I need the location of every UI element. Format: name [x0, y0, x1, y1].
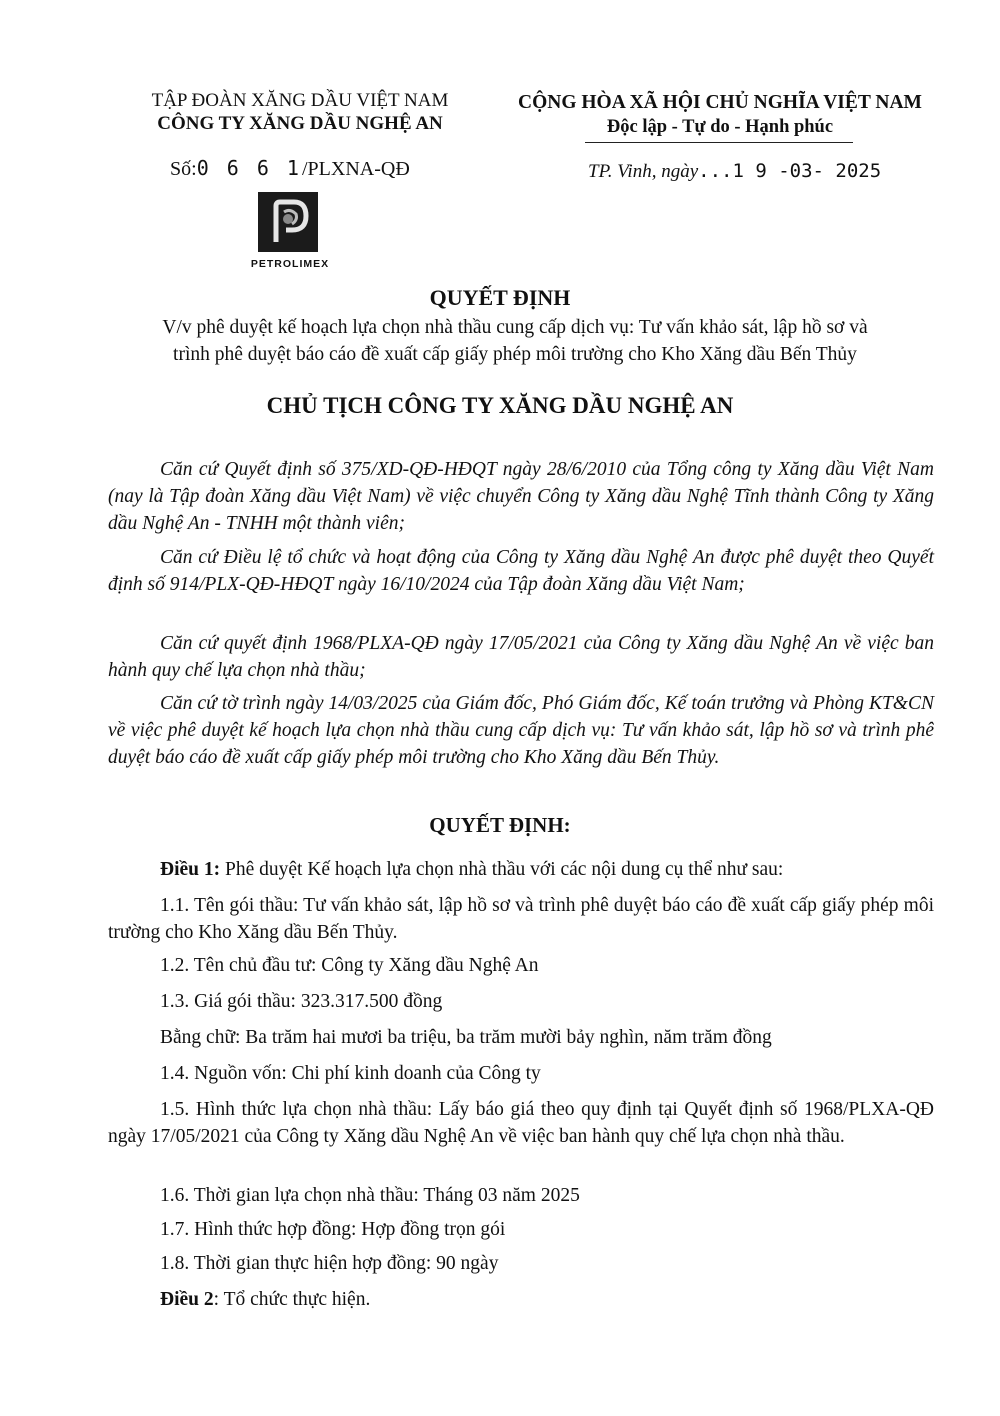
issue-date — [588, 160, 881, 183]
item-1-2: 1.2. Tên chủ đầu tư: Công ty Xăng dầu Nghệ An — [160, 955, 539, 976]
article-2 — [160, 1286, 370, 1313]
article-1-label: Điều 1: — [160, 859, 221, 880]
issuing-company: CÔNG TY XĂNG DẦU NGHỆ AN — [157, 113, 443, 134]
petrolimex-logo-icon — [258, 192, 318, 252]
legal-basis-3: Căn cứ quyết định 1968/PLXA-QĐ ngày 17/05/2021 của Công ty Xăng dầu Nghệ An về việc ban hành quy chế lựa chọn nhà thầu; — [108, 633, 934, 681]
subject-line-2: trình phê duyệt báo cáo đề xuất cấp giấy phép môi trường cho Kho Xăng dầu Bến Thủy — [173, 344, 857, 365]
item-1-4: 1.4. Nguồn vốn: Chi phí kinh doanh của Công ty — [160, 1063, 541, 1084]
national-title: CỘNG HÒA XÃ HỘI CHỦ NGHĨA VIỆT NAM — [518, 92, 922, 113]
article-2-text: : Tổ chức thực hiện. — [213, 1289, 371, 1310]
logo-wordmark: PETROLIMEX — [250, 258, 330, 270]
amount-in-words: Bằng chữ: Ba trăm hai mươi ba triệu, ba trăm mười bảy nghìn, năm trăm đồng — [160, 1027, 772, 1048]
article-2-label: Điều 2 — [160, 1289, 214, 1310]
article-1-text: Phê duyệt Kế hoạch lựa chọn nhà thầu với các nội dung cụ thể như sau: — [220, 859, 784, 880]
issuing-authority: CHỦ TỊCH CÔNG TY XĂNG DẦU NGHỆ AN — [266, 393, 734, 418]
item-1-8: 1.8. Thời gian thực hiện hợp đồng: 90 ngày — [160, 1253, 499, 1274]
parent-organization: TẬP ĐOÀN XĂNG DẦU VIỆT NAM — [151, 90, 449, 111]
legal-basis-2: Căn cứ Điều lệ tổ chức và hoạt động của Công ty Xăng dầu Nghệ An được phê duyệt theo Quyết định số 914/PLX-QĐ-HĐQT ngày 16/10/2024 của Tập đoàn Xăng dầu Việt Nam; — [108, 547, 934, 595]
item-1-5: 1.5. Hình thức lựa chọn nhà thầu: Lấy báo giá theo quy định tại Quyết định số 1968/PLXA-QĐ ngày 17/05/2021 của Công ty Xăng dầu Nghệ An về việc ban hành quy chế lựa chọn nhà thầu. — [108, 1099, 934, 1147]
subject-line-1: V/v phê duyệt kế hoạch lựa chọn nhà thầu cung cấp dịch vụ: Tư vấn khảo sát, lập hồ sơ và — [162, 317, 868, 338]
document-number-suffix: /PLXNA-QĐ — [301, 158, 410, 180]
document-number — [170, 156, 410, 181]
national-motto: Độc lập - Tự do - Hạnh phúc — [606, 117, 834, 137]
item-1-3: 1.3. Giá gói thầu: 323.317.500 đồng — [160, 991, 443, 1012]
document-subject — [80, 314, 950, 368]
decision-heading: QUYẾT ĐỊNH: — [429, 813, 571, 837]
item-1-6: 1.6. Thời gian lựa chọn nhà thầu: Tháng 03 năm 2025 — [160, 1185, 580, 1206]
document-number-handwritten: 0 6 6 1 — [196, 156, 302, 180]
legal-basis-1: Căn cứ Quyết định số 375/XD-QĐ-HĐQT ngày 28/6/2010 của Tổng công ty Xăng dầu Việt Nam (nay là Tập đoàn Xăng dầu Việt Nam) về việc chuyển Công ty Xăng dầu Nghệ Tĩnh thành Công ty Xăng dầu Nghệ An - TNHH một thành viên; — [108, 459, 934, 534]
item-1-1: 1.1. Tên gói thầu: Tư vấn khảo sát, lập hồ sơ và trình phê duyệt báo cáo đề xuất cấp giấy phép môi trường cho Kho Xăng dầu Bến Thủy. — [108, 895, 934, 943]
legal-basis-4: Căn cứ tờ trình ngày 14/03/2025 của Giám đốc, Phó Giám đốc, Kế toán trưởng và Phòng KT&CN về việc phê duyệt kế hoạch lựa chọn nhà thầu cung cấp dịch vụ: Tư vấn khảo sát, lập hồ sơ và trình phê duyệt báo cáo đề xuất cấp giấy phép môi trường cho Kho Xăng dầu Bến Thủy. — [108, 693, 934, 768]
issue-date-handwritten: ...1 9 -03- 2025 — [698, 160, 882, 182]
article-1 — [160, 856, 940, 883]
issue-date-prefix: TP. Vinh, ngày — [588, 161, 699, 182]
document-title: QUYẾT ĐỊNH — [429, 285, 571, 310]
item-1-7: 1.7. Hình thức hợp đồng: Hợp đồng trọn gói — [160, 1219, 506, 1240]
motto-underline — [585, 142, 853, 143]
document-number-prefix: Số: — [170, 158, 197, 180]
